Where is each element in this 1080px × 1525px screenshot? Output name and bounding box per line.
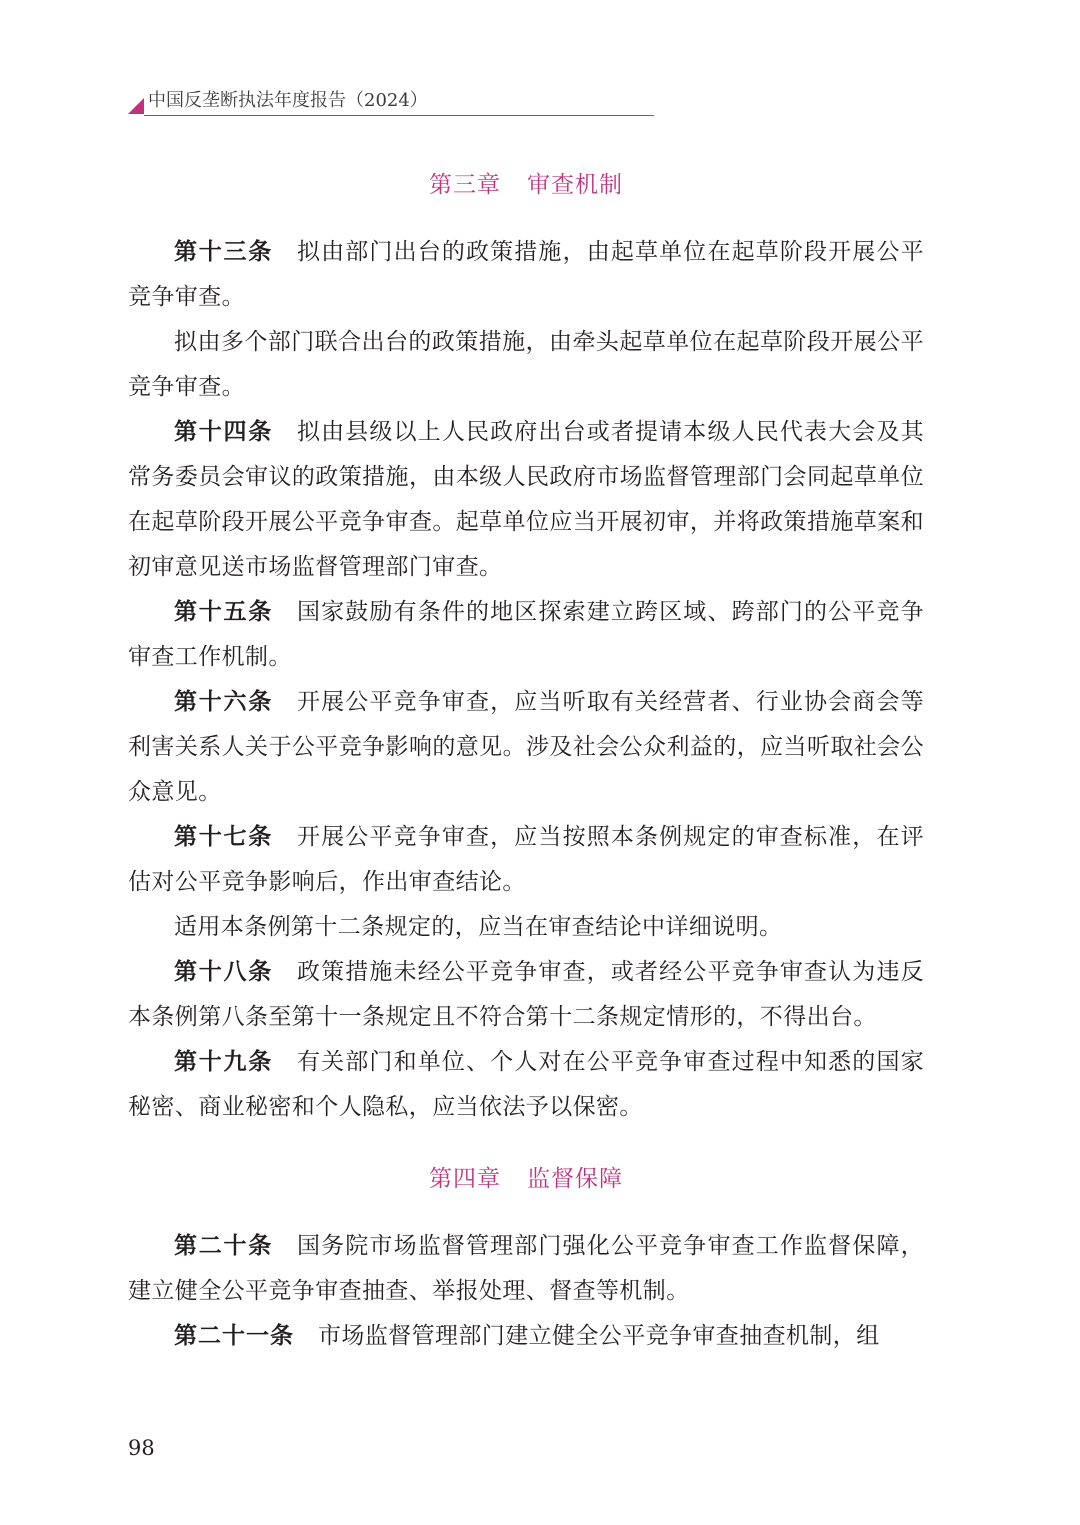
running-header xyxy=(128,88,654,120)
page-number: 98 xyxy=(128,1436,155,1460)
article-17-paragraph-2: 适用本条例第十二条规定的，应当在审查结论中详细说明。 xyxy=(174,914,783,940)
article-label: 第二十条 xyxy=(174,1233,273,1259)
article-13-paragraph-2: 拟由多个部门联合出台的政策措施，由牵头起草单位在起草阶段开展公平竞争审查。 xyxy=(128,329,924,400)
corner-triangle-icon xyxy=(128,98,144,114)
article-text: 有关部门和单位、个人对在公平竞争审查过程中知悉的国家秘密、商业秘密和个人隐私，应当依法予以保密。 xyxy=(128,1049,924,1120)
article-text: 国务院市场监督管理部门强化公平竞争审查工作监督保障，建立健全公平竞争审查抽查、举报处理、督查等机制。 xyxy=(128,1233,924,1304)
article-13 xyxy=(128,230,924,320)
article-19 xyxy=(128,1040,924,1130)
page-body xyxy=(128,162,924,1359)
article-label: 第二十一条 xyxy=(174,1323,294,1349)
article-text: 开展公平竞争审查，应当按照本条例规定的审查标准，在评估对公平竞争影响后，作出审查结论。 xyxy=(128,824,924,895)
chapter-number: 第三章 xyxy=(429,172,501,198)
article-14 xyxy=(128,410,924,590)
article-18 xyxy=(128,950,924,1040)
article-text: 市场监督管理部门建立健全公平竞争审查抽查机制，组 xyxy=(318,1323,880,1349)
chapter-heading-3 xyxy=(128,162,924,208)
article-20 xyxy=(128,1224,924,1314)
article-text: 拟由县级以上人民政府出台或者提请本级人民代表大会及其常务委员会审议的政策措施，由本级人民政府市场监督管理部门会同起草单位在起草阶段开展公平竞争审查。起草单位应当开展初审，并将政策措施草案和初审意见送市场监督管理部门审查。 xyxy=(128,419,924,580)
article-text: 国家鼓励有条件的地区探索建立跨区域、跨部门的公平竞争审查工作机制。 xyxy=(128,599,924,670)
article-label: 第十八条 xyxy=(174,959,273,985)
article-label: 第十九条 xyxy=(174,1049,273,1075)
article-label: 第十五条 xyxy=(174,599,273,625)
article-label: 第十六条 xyxy=(174,689,273,715)
article-15 xyxy=(128,590,924,680)
chapter-heading-4 xyxy=(128,1156,924,1202)
article-21 xyxy=(128,1314,924,1359)
chapter-number: 第四章 xyxy=(429,1166,501,1192)
chapter-title: 监督保障 xyxy=(527,1166,623,1192)
article-text: 政策措施未经公平竞争审查，或者经公平竞争审查认为违反本条例第八条至第十一条规定且不符合第十二条规定情形的，不得出台。 xyxy=(128,959,924,1030)
article-text: 拟由部门出台的政策措施，由起草单位在起草阶段开展公平竞争审查。 xyxy=(128,239,924,310)
header-title: 中国反垄断执法年度报告（2024） xyxy=(148,90,428,111)
header-rule xyxy=(144,115,654,116)
article-label: 第十四条 xyxy=(174,419,273,445)
article-text: 开展公平竞争审查，应当听取有关经营者、行业协会商会等利害关系人关于公平竞争影响的意见。涉及社会公众利益的，应当听取社会公众意见。 xyxy=(128,689,924,805)
article-label: 第十七条 xyxy=(174,824,273,850)
chapter-title: 审查机制 xyxy=(527,172,623,198)
article-label: 第十三条 xyxy=(174,239,273,265)
article-16 xyxy=(128,680,924,815)
article-17 xyxy=(128,815,924,905)
